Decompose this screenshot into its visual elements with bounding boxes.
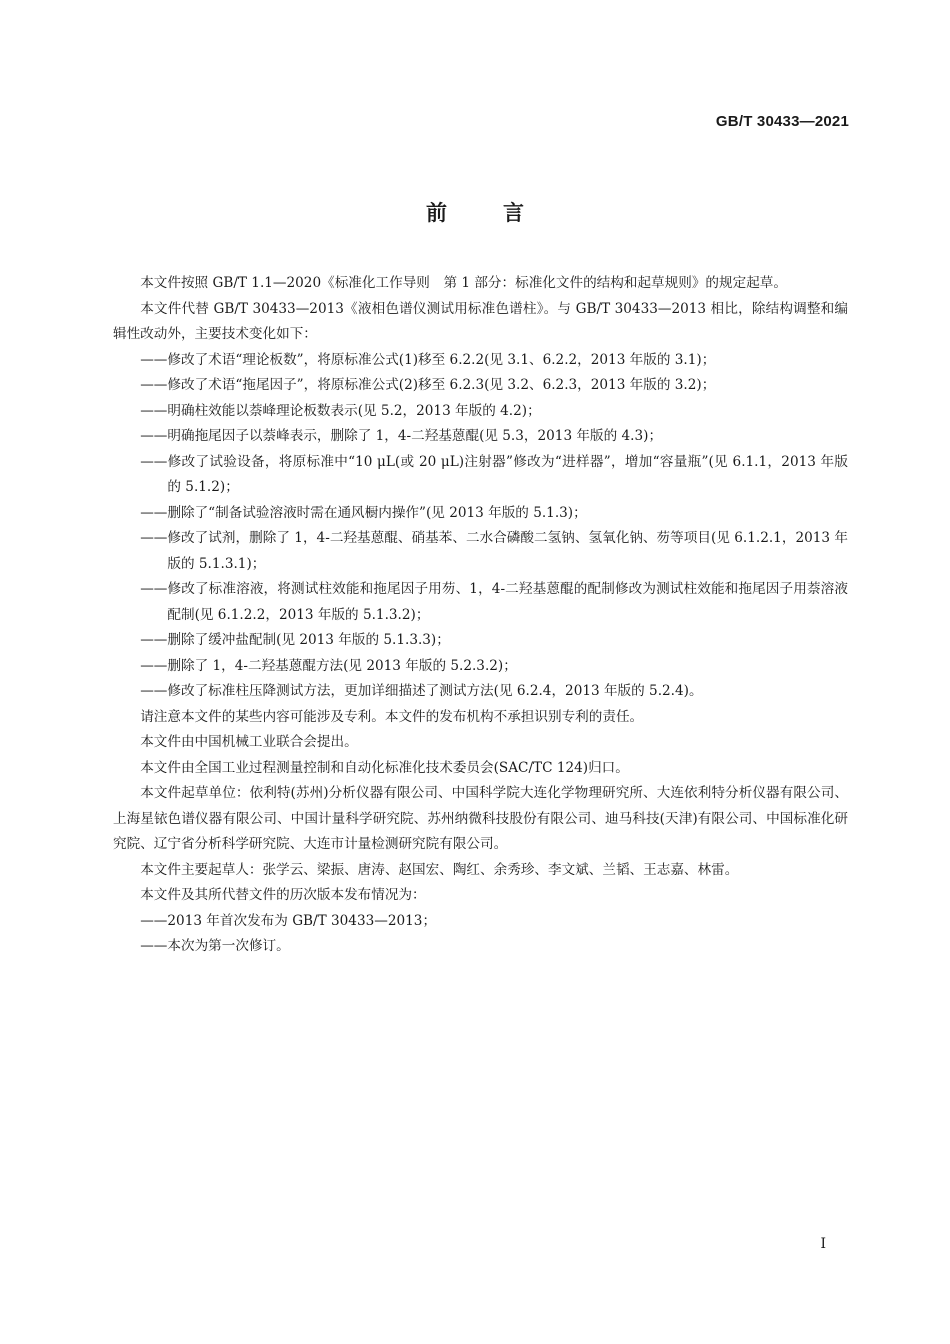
paragraph-history-intro: 本文件及其所代替文件的历次版本发布情况为： [140,887,426,903]
change-item: ——修改了术语“理论板数”，将原标准公式(1)移至 6.2.2(见 3.1、6.2.2，2013 年版的 3.1)； [140,351,716,368]
page-number: I [820,1236,826,1252]
change-item: ——明确拖尾因子以萘峰表示，删除了 1，4-二羟基蒽醌(见 5.3，2013 年版的 4.3)； [140,428,663,444]
change-item: ——修改了试剂，删除了 1，4-二羟基蒽醌、硝基苯、二水合磷酸二氢钠、氢氧化钠、芴等项目(见 6.1.2.1，2013 年版的 5.1.3.1)； [140,530,848,572]
standard-number: GB/T 30433—2021 [715,113,849,130]
paragraph-drafting-rule: 本文件按照 GB/T 1.1—2020《标准化工作导则 第 1 部分：标准化文件的结构和起草规则》的规定起草。 [140,275,787,291]
change-item: ——修改了术语“拖尾因子”，将原标准公式(2)移至 6.2.3(见 3.2、6.2.3，2013 年版的 3.2)； [140,377,716,393]
change-item: ——删除了 1，4-二羟基蒽醌方法(见 2013 年版的 5.2.3.2)； [140,657,517,674]
change-item: ——明确柱效能以萘峰理论板数表示(见 5.2，2013 年版的 4.2)； [140,402,541,419]
change-item: ——修改了标准柱压降测试方法，更加详细描述了测试方法(见 6.2.4，2013 年版的 5.2.4)。 [140,683,703,699]
document-body [113,271,848,960]
change-item: ——删除了“制备试验溶液时需在通风橱内操作”(见 2013 年版的 5.1.3)； [140,504,587,521]
change-item: ——修改了标准溶液，将测试柱效能和拖尾因子用芴、1，4-二羟基蒽醌的配制修改为测试柱效能和拖尾因子用萘溶液配制(见 6.1.2.2，2013 年版的 5.1.3.2)； [140,581,848,623]
page-title: 前言 [426,201,580,225]
change-item: ——修改了试验设备，将原标准中“10 μL(或 20 μL)注射器”修改为“进样器”，增加“容量瓶”(见 6.1.1，2013 年版的 5.1.2)； [140,453,848,495]
paragraph-drafters: 本文件主要起草人：张学云、梁振、唐涛、赵国宏、陶红、余秀珍、李文斌、兰韬、王志嘉、林雷。 [140,861,739,878]
paragraph-drafting-units: 本文件起草单位：依利特(苏州)分析仪器有限公司、中国科学院大连化学物理研究所、大连依利特分析仪器有限公司、上海星铱色谱仪器有限公司、中国计量科学研究院、苏州纳微科技股份有限公司、迪马科技(天津)有限公司、中国标准化研究院、辽宁省分析科学研究院、大连市计量检测研究院有限公司。 [113,785,848,852]
paragraph-committee: 本文件由全国工业过程测量控制和自动化标准化技术委员会(SAC/TC 124)归口。 [140,759,629,776]
change-item: ——删除了缓冲盐配制(见 2013 年版的 5.1.3.3)； [140,632,450,648]
paragraph-patent-notice: 请注意本文件的某些内容可能涉及专利。本文件的发布机构不承担识别专利的责任。 [140,708,644,725]
paragraph-proposer: 本文件由中国机械工业联合会提出。 [140,734,358,750]
history-item: ——2013 年首次发布为 GB/T 30433—2013； [140,912,437,929]
history-item: ——本次为第一次修订。 [140,938,290,954]
paragraph-replaces: 本文件代替 GB/T 30433—2013《液相色谱仪测试用标准色谱柱》。与 GB/T 30433—2013 相比，除结构调整和编辑性改动外，主要技术变化如下： [113,300,848,342]
